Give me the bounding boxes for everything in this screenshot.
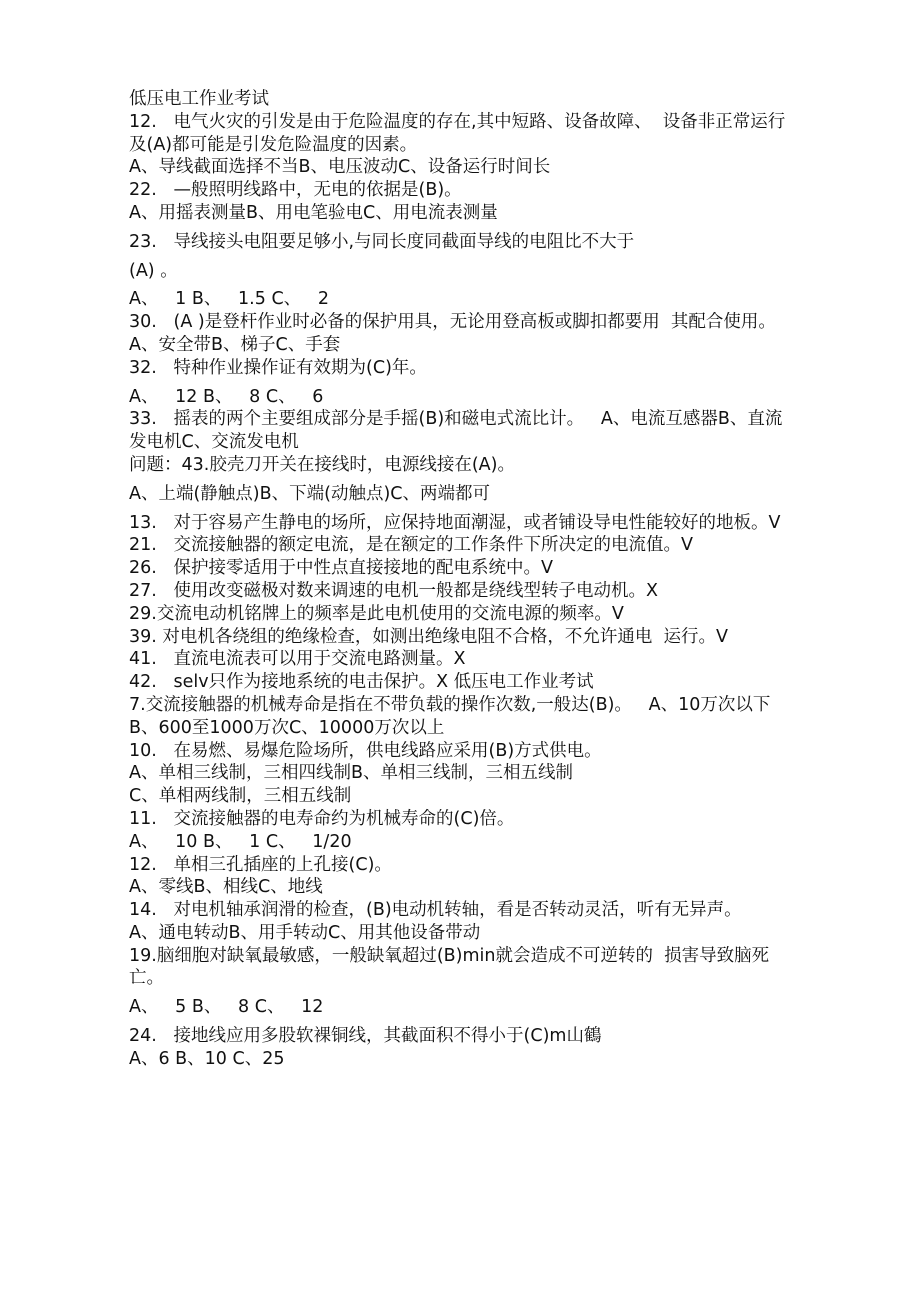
question-10: 10. 在易燃、易爆危险场所，供电线路应采用(B)方式供电。 bbox=[129, 740, 602, 761]
options-12-fire: A、导线截面选择不当B、电压波动C、设备运行时间长 bbox=[129, 157, 551, 178]
question-14: 14. 对电机轴承润滑的检查，(B)电动机转轴，看是否转动灵活，听有无异声。 bbox=[129, 900, 742, 921]
options-14: A、通电转动B、用手转动C、用其他设备带动 bbox=[129, 922, 481, 943]
options-11: A、 10 B、 1 C、 1/20 bbox=[129, 831, 352, 852]
question-22: 22. —般照明线路中，无电的依据是(B)。 bbox=[129, 180, 462, 201]
question-23-answer: (A) 。 bbox=[129, 260, 178, 281]
options-32: A、 12 B、 8 C、 6 bbox=[129, 386, 324, 407]
judgement-29: 29.交流电动机铭牌上的频率是此电机使用的交流电源的频率。V bbox=[129, 603, 624, 624]
question-7: 7.交流接触器的机械寿命是指在不带负载的操作次数,一般达(B)。 A、10万次以下B、600至1000万次C、10000万次以上 bbox=[129, 694, 771, 738]
question-32: 32. 特种作业操作证有效期为(C)年。 bbox=[129, 357, 427, 378]
question-43: 问题：43.胶壳刀开关在接线时，电源线接在(A)。 bbox=[129, 454, 515, 475]
options-12-socket: A、零线B、相线C、地线 bbox=[129, 877, 323, 898]
options-22: A、用摇表测量B、用电笔验电C、用电流表测量 bbox=[129, 202, 498, 223]
options-43: A、上端(静触点)B、下端(动触点)C、两端都可 bbox=[129, 483, 491, 504]
question-12-socket: 12. 单相三孔插座的上孔接(C)。 bbox=[129, 854, 392, 875]
options-19: A、 5 B、 8 C、 12 bbox=[129, 997, 324, 1018]
question-19: 19.脑细胞对缺氧最敏感，一般缺氧超过(B)min就会造成不可逆转的 损害导致脑死亡。 bbox=[129, 945, 770, 989]
judgement-21: 21. 交流接触器的额定电流，是在额定的工作条件下所决定的电流值。V bbox=[129, 535, 693, 556]
options-10-a-b: A、单相三线制，三相四线制B、单相三线制，三相五线制 bbox=[129, 763, 573, 784]
document-title: 低压电工作业考试 bbox=[129, 89, 269, 109]
judgement-27: 27. 使用改变磁极对数来调速的电机一般都是绕线型转子电动机。X bbox=[129, 580, 659, 601]
question-33: 33. 摇表的两个主要组成部分是手摇(B)和磁电式流比计。 A、电流互感器B、直流发电机C、交流发电机 bbox=[129, 409, 783, 453]
options-10-c: C、单相两线制，三相五线制 bbox=[129, 786, 352, 807]
question-30: 30. (A )是登杆作业时必备的保护用具，无论用登高板或脚扣都要用 其配合使用。 bbox=[129, 312, 776, 333]
question-24: 24. 接地线应用多股软裸铜线，其截面积不得小于(C)m山鶴 bbox=[129, 1026, 602, 1047]
options-24: A、6 B、10 C、25 bbox=[129, 1048, 285, 1069]
judgement-13: 13. 对于容易产生静电的场所，应保持地面潮湿，或者铺设导电性能较好的地板。V bbox=[129, 512, 781, 533]
question-12-fire: 12. 电气火灾的引发是由于危险温度的存在,其中短路、设备故障、 设备非正常运行及(A)都可能是引发危险温度的因素。 bbox=[129, 111, 786, 155]
question-11: 11. 交流接触器的电寿命约为机械寿命的(C)倍。 bbox=[129, 808, 515, 829]
options-23: A、 1 B、 1.5 C、 2 bbox=[129, 289, 329, 310]
judgement-26: 26. 保护接零适用于中性点直接接地的配电系统中。V bbox=[129, 558, 553, 579]
judgement-41: 41. 直流电流表可以用于交流电路测量。X bbox=[129, 649, 466, 670]
judgement-39: 39. 对电机各绕组的绝缘检查，如测出绝缘电阻不合格，不允许通电 运行。V bbox=[129, 626, 728, 647]
options-30: A、安全带B、梯子C、手套 bbox=[129, 334, 341, 355]
judgement-42: 42. selv只作为接地系统的电击保护。X 低压电工作业考试 bbox=[129, 672, 594, 693]
question-23: 23. 导线接头电阻要足够小,与同长度同截面导线的电阻比不大于 bbox=[129, 231, 635, 252]
document-body bbox=[129, 88, 799, 1071]
